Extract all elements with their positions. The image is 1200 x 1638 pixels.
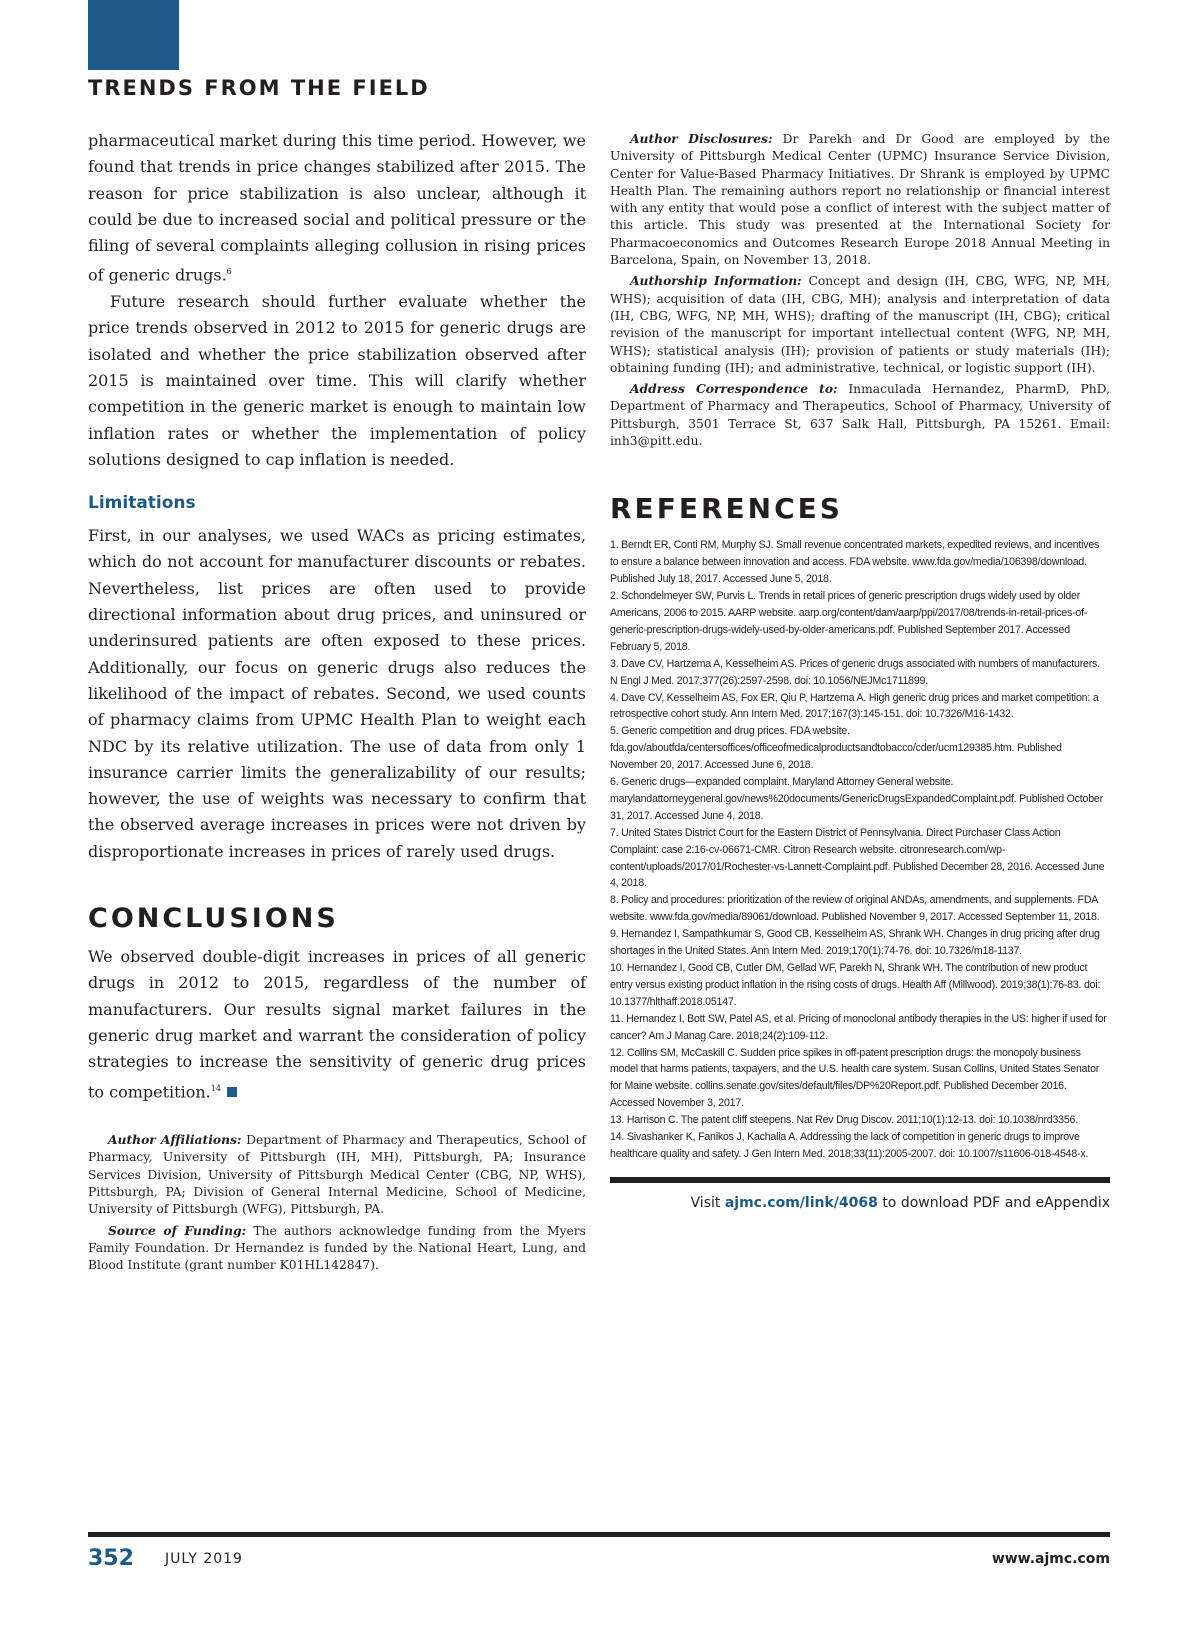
citation-superscript: 6 xyxy=(226,267,232,277)
body-paragraph: Future research should further evaluate whether the price trends observed in 2012 to 2015 for generic drugs are isolated and whether the price stabilization observed after 2015 is maintained over time. This will clarify whether competition in the generic market is enough to maintain low inflation rates or whether the implementation of policy solutions designed to cap inflation is needed. xyxy=(88,292,586,469)
body-paragraph xyxy=(88,128,586,289)
affiliations-label: Author Affiliations: xyxy=(108,1132,242,1148)
paragraph-text: We observed double-digit increases in prices of all generic drugs in 2012 to 2015, regardless of the number of manufacturers. Our results signal market failures in the generic drug market and warrant the consideration of policy strategies to increase the sensitivity of generic drug prices to competition. xyxy=(88,947,586,1101)
footer-divider xyxy=(88,1532,1110,1537)
limitations-heading: Limitations xyxy=(88,493,196,514)
reference-item: 5. Generic competition and drug prices. FDA website. fda.gov/aboutfda/centersoffices/officeofmedicalproductsandtobacco/cder/ucm129385.htm. Published November 20, 2017. Accessed June 6, 2018. xyxy=(610,725,1062,772)
left-column xyxy=(88,128,586,1278)
funding-text: The authors acknowledge funding from the Myers Family Foundation. Dr Hernandez is funded by the National Heart, Lung, and Blood Institute (grant number K01HL142847). xyxy=(88,1223,586,1273)
reference-item: 8. Policy and procedures: prioritization of the review of original ANDAs, amendments, and supplements. FDA website. www.fda.gov/media/89061/download. Published November 9, 2017. Accessed September 11, 2018. xyxy=(610,894,1100,924)
reference-item: 9. Hernandez I, Sampathkumar S, Good CB, Kesselheim AS, Shrank WH. Changes in drug pricing after drug shortages in the United States. Ann Intern Med. 2019;170(1):74-76. doi: 10.7326/m18-1137. xyxy=(610,928,1100,958)
authorship-text: Concept and design (IH, CBG, WFG, NP, MH, WHS); acquisition of data (IH, CBG, MH); analysis and interpretation of data (IH, CBG, WFG, NP, MH, WHS); drafting of the manuscript (IH, CBG); critical revision of the manuscript for important intellectual content (WFG, NP, MH, WHS); statistical analysis (IH); provision of patients or study materials (IH); obtaining funding (IH); and administrative, technical, or logistic support (IH). xyxy=(610,274,1110,375)
reference-item: 4. Dave CV, Kesselheim AS, Fox ER, Qiu P, Hartzema A. High generic drug prices and market competition: a retrospective cohort study. Ann Intern Med. 2017;167(3):145-151. doi: 10.7326/M16-1432. xyxy=(610,691,1099,721)
reference-item: 6. Generic drugs—expanded complaint. Maryland Attorney General website. marylandattorneygeneral.gov/news%20documents/GenericDrugsExpandedComplaint.pdf. Published October 31, 2017. Accessed June 4, 2018. xyxy=(610,776,1103,822)
right-column xyxy=(610,130,1110,1211)
reference-item: 1. Berndt ER, Conti RM, Murphy SJ. Small revenue concentrated markets, expedited reviews, and incentives to ensure a balance between innovation and access. FDA website. www.fda.gov/media/106398/download. Published July 18, 2017. Accessed June 5, 2018. xyxy=(610,539,1100,586)
reference-item: 12. Collins SM, McCaskill C. Sudden price spikes in off-patent prescription drugs: the monopoly business model that harms patients, taxpayers, and the U.S. health care system. Susan Collins, United States Senator for Maine website. collins.senate.gov/sites/default/files/DP%20Report.pdf. Published December 2016. Accessed November 3, 2017. xyxy=(610,1046,1100,1110)
address-correspondence xyxy=(610,380,1110,450)
visit-suffix: to download PDF and eAppendix xyxy=(882,1194,1110,1211)
reference-item: 13. Harrison C. The patent cliff steepens. Nat Rev Drug Discov. 2011;10(1):12-13. doi: 10.1038/nrd3356. xyxy=(610,1114,1078,1127)
download-link[interactable]: ajmc.com/link/4068 xyxy=(724,1194,878,1211)
correspondence-text: Inmaculada Hernandez, PharmD, PhD, Department of Pharmacy and Therapeutics, School of Pharmacy, University of Pittsburgh, 3501 Terrace St, 637 Salk Hall, Pittsburgh, PA 15261. Email: inh3@pitt.edu. xyxy=(610,382,1110,449)
references-divider xyxy=(610,1177,1110,1183)
funding-label: Source of Funding: xyxy=(108,1222,247,1238)
disclosures-text: Dr Parekh and Dr Good are employed by the University of Pittsburgh Medical Center (UPMC) Insurance Service Division, Center for Value-Based Pharmacy Initiatives. Dr Shrank is employed by UPMC Health Plan. The remaining authors report no relationship or financial interest with any entity that would pose a conflict of interest with the subject matter of this article. This study was presented at the International Society for Pharmacoeconomics and Outcomes Research Europe 2018 Annual Meeting in Barcelona, Spain, on November 13, 2018. xyxy=(610,132,1110,268)
reference-item: 2. Schondelmeyer SW, Purvis L. Trends in retail prices of generic prescription drugs widely used by older Americans, 2006 to 2015. AARP website. aarp.org/content/dam/aarp/ppi/2017/08/trends-in-retail-prices-of-generic-prescription-drugs-widely-used-by-older-americans.pdf. Published September 2017. Accessed February 5, 2018. xyxy=(610,590,1088,653)
conclusions-paragraph xyxy=(88,944,586,1105)
limitations-paragraph: First, in our analyses, we used WACs as pricing estimates, which do not account for manufacturer discounts or rebates. Nevertheless, list prices are often used to provide directional information about drug prices, and uninsured or underinsured patients are often exposed to these prices. Additionally, our focus on generic drugs also reduces the likelihood of the impact of rebates. Second, we used counts of pharmacy claims from UPMC Health Plan to weight each NDC by its relative utilization. The use of data from only 1 insurance carrier limits the generalizability of our results; however, the use of weights was necessary to confirm that the observed average increases in prices were not driven by disproportionate increases in prices of rarely used drugs. xyxy=(88,526,586,861)
authorship-label: Authorship Information: xyxy=(630,273,802,289)
section-label: TRENDS FROM THE FIELD xyxy=(88,76,430,100)
page-number: 352 xyxy=(88,1546,134,1571)
paragraph-text: pharmaceutical market during this time period. However, we found that trends in price changes stabilized after 2015. The reason for price stabilization is also unclear, although it could be due to increased social and political pressure or the filing of several complaints alleging collusion in rising prices of generic drugs. xyxy=(88,131,586,285)
affiliations-text: Department of Pharmacy and Therapeutics, School of Pharmacy, University of Pittsburgh (IH, MH), Pittsburgh, PA; Insurance Services Division, University of Pittsburgh Medical Center (CBG, NP, WHS), Pittsburgh, PA; Division of General Internal Medicine, School of Medicine, University of Pittsburgh (WFG), Pittsburgh, PA. xyxy=(88,1133,586,1217)
source-of-funding xyxy=(88,1222,586,1275)
reference-item: 11. Hernandez I, Bott SW, Patel AS, et al. Pricing of monoclonal antibody therapies in the US: higher if used for cancer? Am J Manag Care. 2018;24(2):109-112. xyxy=(610,1012,1107,1042)
references-heading: REFERENCES xyxy=(610,492,843,526)
end-of-article-square-icon xyxy=(227,1087,237,1097)
section-color-block xyxy=(88,0,179,70)
correspondence-label: Address Correspondence to: xyxy=(630,381,838,397)
author-affiliations xyxy=(88,1131,586,1218)
citation-superscript: 14 xyxy=(210,1083,221,1093)
author-disclosures xyxy=(610,130,1110,269)
visit-prefix: Visit xyxy=(690,1194,721,1211)
conclusions-heading: CONCLUSIONS xyxy=(88,903,339,935)
reference-item: 14. Sivashanker K, Fanikos J, Kachalia A. Addressing the lack of competition in generic drugs to improve healthcare quality and safety. J Gen Intern Med. 2018;33(11):2005-2007. doi: 10.1007/s11606-018-4548-x. xyxy=(610,1131,1089,1160)
reference-item: 10. Hernandez I, Good CB, Cutler DM, Gellad WF, Parekh N, Shrank WH. The contribution of new product entry versus existing product inflation in the rising costs of drugs. Health Aff (Millwood). 2019;38(1):76-83. doi: 10.1377/hlthaff.2018.05147. xyxy=(610,962,1101,1008)
download-notice xyxy=(610,1195,1110,1211)
issue-date: JULY 2019 xyxy=(165,1551,243,1567)
reference-item: 3. Dave CV, Hartzema A, Kesselheim AS. Prices of generic drugs associated with numbers of manufacturers. N Engl J Med. 2017;377(26):2597-2598. doi: 10.1056/NEJMc1711899. xyxy=(610,657,1100,687)
journal-website[interactable]: www.ajmc.com xyxy=(991,1551,1110,1567)
authorship-information xyxy=(610,272,1110,377)
references-list xyxy=(610,537,1110,1163)
disclosures-label: Author Disclosures: xyxy=(630,131,773,146)
reference-item: 7. United States District Court for the Eastern District of Pennsylvania. Direct Purchaser Class Action Complaint: case 2:16-cv-06671-CMR. Citron Research website. citronresearch.com/wp-content/uploads/2017/01/Rochester-vs-Lannett-Complaint.pdf. Published December 28, 2016. Accessed June 4, 2018. xyxy=(610,826,1105,890)
